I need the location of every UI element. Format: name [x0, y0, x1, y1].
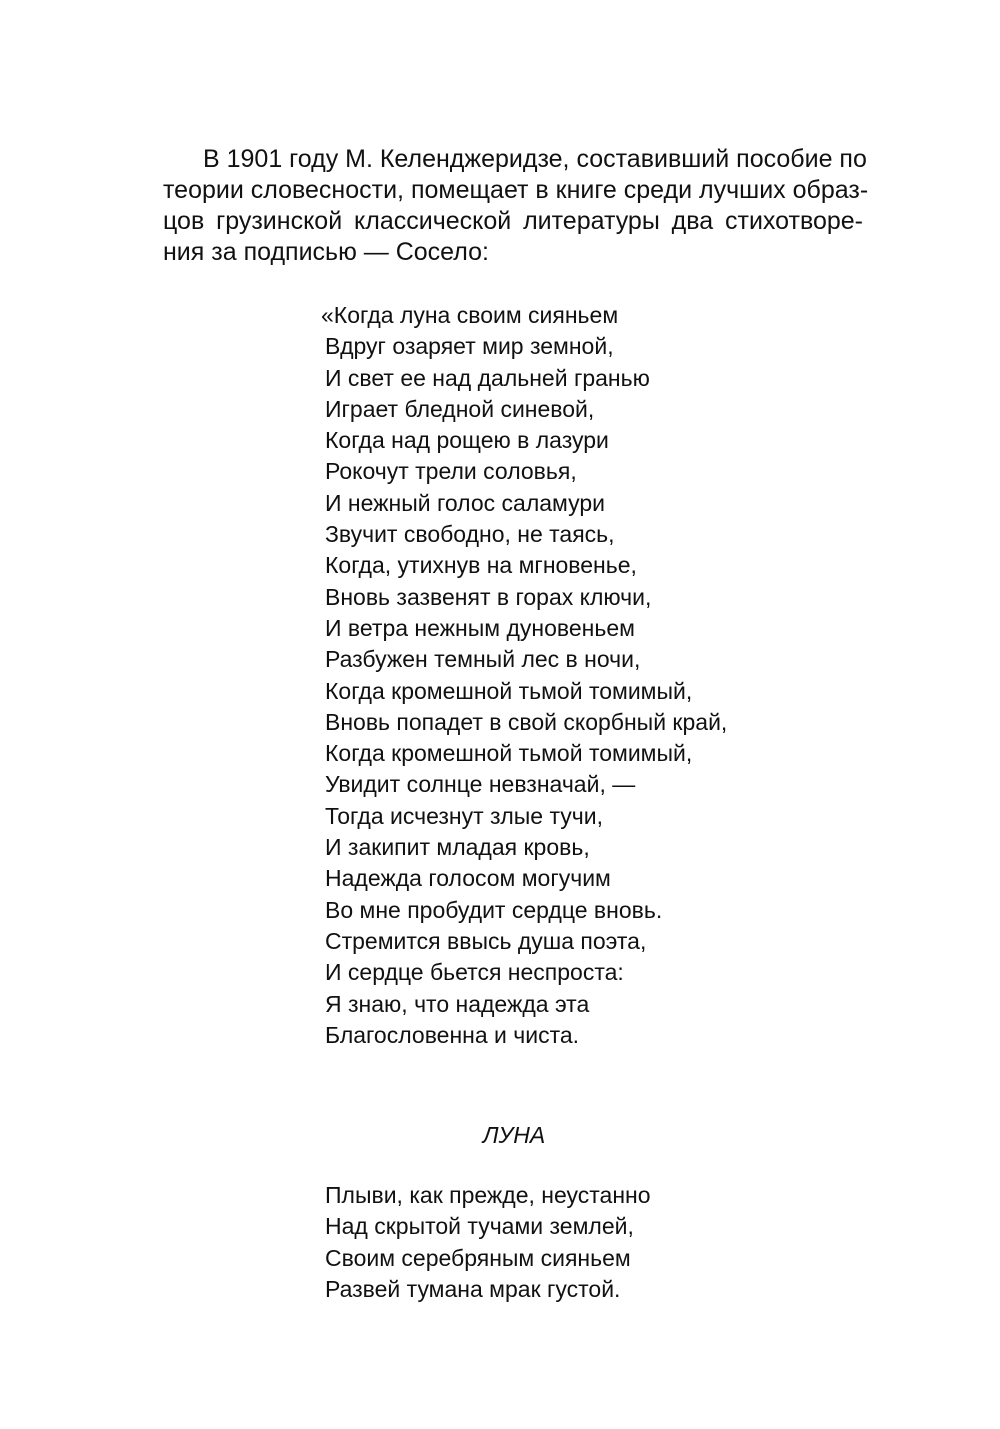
poem-line: И ветра нежным дуновеньем	[325, 614, 635, 641]
poem-line: Играет бледной синевой,	[325, 395, 595, 422]
intro-line: ния за подписью — Сосело:	[163, 238, 489, 266]
poem-line: Когда кромешной тьмой томимый,	[325, 740, 693, 767]
poem-line: Звучит свободно, не таясь,	[325, 521, 615, 548]
poem-line: Я знаю, что надежда эта	[325, 990, 590, 1017]
intro-line: В 1901 году М. Келенджеридзе, составивший пособие по	[203, 145, 867, 173]
poem-line: И сердце бьется неспроста:	[325, 959, 624, 986]
poem-line: Рокочут трели соловья,	[325, 458, 577, 485]
intro-line: теории словесности, помещает в книге среди лучших образ-	[163, 176, 869, 204]
poem-line: Стремится ввысь душа поэта,	[325, 927, 647, 954]
poem-line: Во мне пробудит сердце вновь.	[325, 896, 663, 923]
poem-line: Вновь зазвенят в горах ключи,	[325, 583, 652, 610]
poem-line: Когда, утихнув на мгновенье,	[325, 552, 637, 579]
poem-line: Плыви, как прежде, неустанно	[325, 1182, 651, 1208]
poem-line: Вновь попадет в свой скорбный край,	[325, 708, 728, 735]
poem-line: Надежда голосом могучим	[325, 865, 611, 892]
poem-line: И нежный голос саламури	[325, 489, 605, 516]
poem-line: Когда кромешной тьмой томимый,	[325, 677, 693, 704]
poem-first	[321, 300, 845, 1051]
poem-line: Вдруг озаряет мир земной,	[325, 333, 614, 360]
poem-line: Когда над рощею в лазури	[325, 427, 609, 454]
poem-line: Развей тумана мрак густой.	[325, 1275, 621, 1302]
intro-paragraph	[163, 144, 869, 268]
poem-line: И свет ее над дальней гранью	[325, 364, 650, 391]
poem-line: И закипит младая кровь,	[325, 834, 590, 861]
poem-line: Увидит солнце невзначай, —	[325, 771, 636, 798]
poem-line: Тогда исчезнут злые тучи,	[325, 802, 603, 829]
poem-second	[325, 1180, 845, 1305]
poem-title: ЛУНА	[482, 1122, 546, 1148]
poem-line: Разбужен темный лес в ночи,	[325, 646, 641, 673]
poem-line: Благословенна и чиста.	[325, 1021, 580, 1048]
poem-line: Над скрытой тучами землей,	[325, 1213, 634, 1240]
poem-line: Своим серебряным сияньем	[325, 1244, 631, 1271]
poem-line: «Когда луна своим сияньем	[321, 302, 619, 328]
intro-line: цов грузинской классической литературы два стихотворе-	[163, 207, 863, 235]
